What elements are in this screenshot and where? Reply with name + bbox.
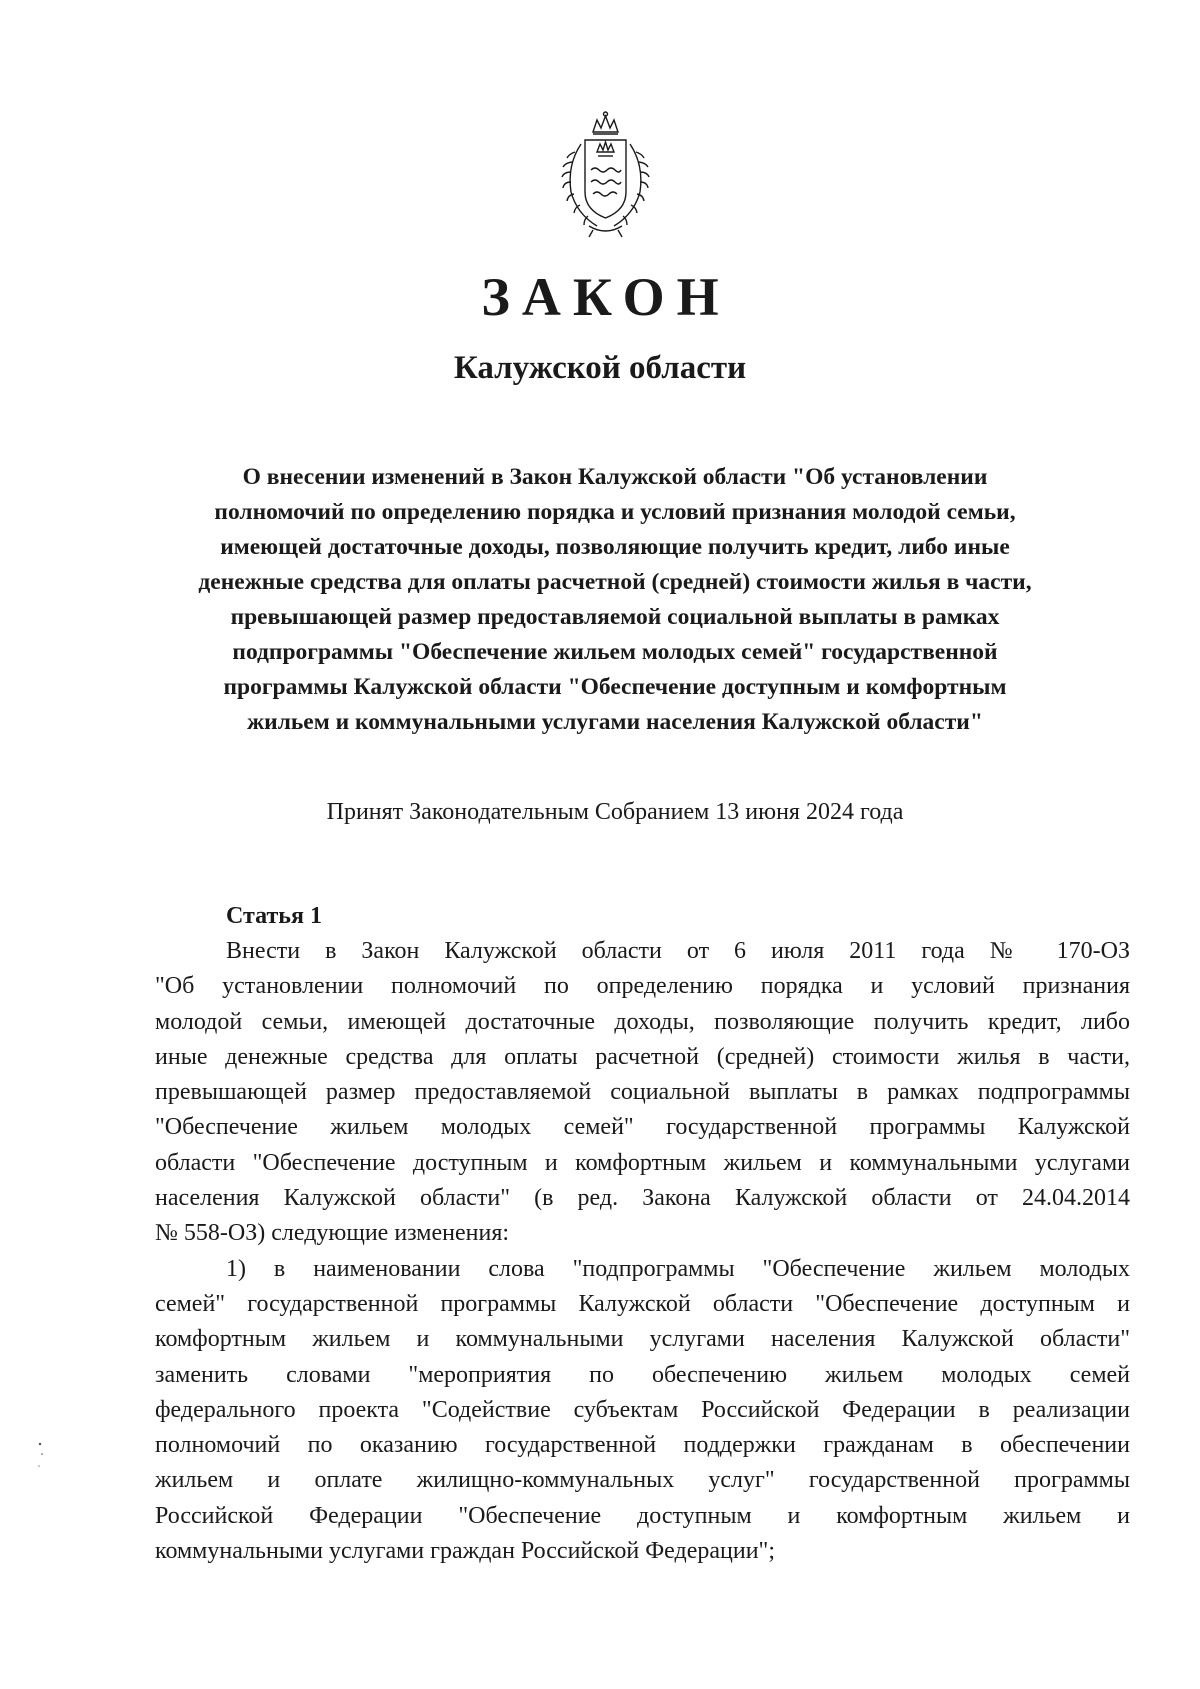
subject-line: имеющей достаточные доходы, позволяющие получить кредит, либо иные bbox=[220, 534, 1010, 560]
article-line: молодой семьи, имеющей достаточные доходы, позволяющие получить кредит, либо bbox=[155, 1008, 1130, 1035]
document-title: ЗАКОН bbox=[481, 267, 731, 327]
adoption-note: Принят Законодательным Собранием 13 июня 2024 года bbox=[326, 799, 904, 825]
subject-line: программы Калужской области "Обеспечение доступным и комфортным bbox=[223, 674, 1007, 700]
article-line: комфортным жильем и коммунальными услугами населения Калужской области" bbox=[155, 1326, 1130, 1353]
article-line: федерального проекта "Содействие субъектам Российской Федерации в реализации bbox=[155, 1396, 1130, 1423]
subject-line: подпрограммы "Обеспечение жильем молодых семей" государственной bbox=[232, 639, 998, 665]
article-line: заменить словами "мероприятия по обеспечению жильем молодых семей bbox=[155, 1361, 1130, 1388]
article-line: 1) в наименовании слова "подпрограммы "Обеспечение жильем молодых bbox=[226, 1255, 1130, 1282]
article-line: № 558-ОЗ) следующие изменения: bbox=[155, 1220, 510, 1247]
article-body bbox=[155, 934, 1130, 1569]
region-name: Калужской области bbox=[453, 350, 747, 386]
article-heading: Статья 1 bbox=[226, 903, 322, 929]
article-line: населения Калужской области" (в ред. Закона Калужской области от 24.04.2014 bbox=[155, 1185, 1130, 1212]
subject-line: жильем и коммунальными услугами населения Калужской области" bbox=[247, 709, 983, 735]
article-line: жильем и оплате жилищно-коммунальных услуг" государственной программы bbox=[155, 1467, 1130, 1494]
article-line: "Обеспечение жильем молодых семей" государственной программы Калужской bbox=[155, 1114, 1130, 1141]
subject-line: превышающей размер предоставляемой социальной выплаты в рамках bbox=[230, 604, 1000, 630]
subject-line: О внесении изменений в Закон Калужской области "Об установлении bbox=[242, 464, 988, 490]
article-line: "Об установлении полномочий по определению порядка и условий признания bbox=[155, 973, 1130, 1000]
article-line: полномочий по оказанию государственной поддержки гражданам в обеспечении bbox=[155, 1432, 1130, 1459]
subject-line: полномочий по определению порядка и условий признания молодой семьи, bbox=[214, 499, 1016, 525]
article-line: Российской Федерации "Обеспечение доступным и комфортным жильем и bbox=[155, 1502, 1130, 1529]
coat-of-arms-icon bbox=[553, 110, 658, 238]
article-line: превышающей размер предоставляемой социальной выплаты в рамках подпрограммы bbox=[155, 1079, 1130, 1106]
subject-line: денежные средства для оплаты расчетной (средней) стоимости жилья в части, bbox=[198, 569, 1032, 595]
scan-speck-icon bbox=[36, 1438, 46, 1478]
article-line: иные денежные средства для оплаты расчетной (средней) стоимости жилья в части, bbox=[155, 1043, 1130, 1070]
article-line: семей" государственной программы Калужской области "Обеспечение доступным и bbox=[155, 1290, 1130, 1317]
article-line: Внести в Закон Калужской области от 6 июля 2011 года № 170-ОЗ bbox=[226, 938, 1130, 964]
law-subject bbox=[150, 460, 1080, 740]
article-line: коммунальными услугами граждан Российской Федерации"; bbox=[155, 1538, 776, 1565]
article-line: области "Обеспечение доступным и комфортным жильем и коммунальными услугами bbox=[155, 1149, 1130, 1176]
